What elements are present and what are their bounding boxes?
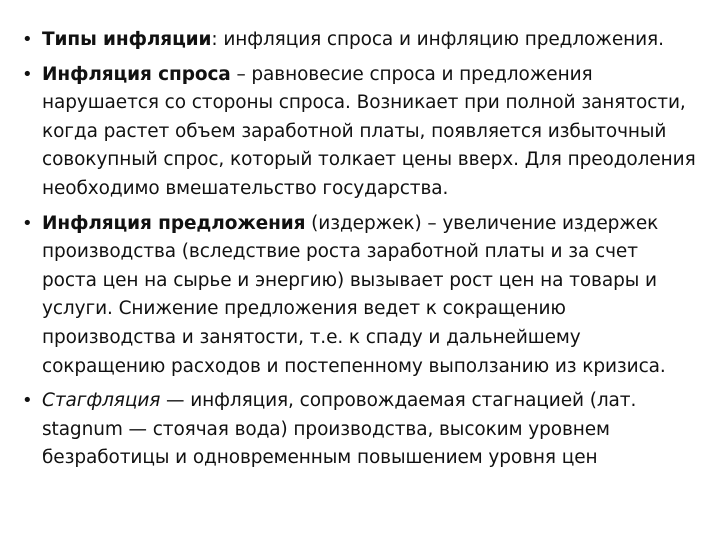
text-demand-inflation: – равновесие спроса и предложения нарушается со стороны спроса. Возникает при полной занятости, когда растет объем заработной платы, появляется избыточный совокупный спрос, который толкает цены вверх. Для преодоления необходимо вмешательство государства. [42,63,696,199]
bullet-dot-icon: • [22,212,33,234]
text-inflation-types: : инфляция спроса и инфляцию предложения. [211,29,664,50]
text-stagflation: — инфляция, сопровождаемая стагнацией (лат. stagnum — стоячая вода) производства, высоким уровнем безработицы и одновременным повышением уровня цен [42,390,637,469]
bullet-dot-icon: • [22,29,33,50]
bullet-item-supply-inflation [22,210,698,382]
term-stagflation: Стагфляция [42,390,161,412]
bullet-dot-icon: • [22,63,33,85]
bullet-item-demand-inflation [22,61,698,204]
bullet-item-inflation-types [22,26,698,55]
term-inflation-types: Типы инфляции [42,29,212,50]
bullet-dot-icon: • [22,390,33,412]
text-supply-inflation: (издержек) – увеличение издержек производства (вследствие роста заработной платы и за счет роста цен на сырье и энергию) вызывает рост цен на товары и услуги. Снижение предложения ведет к сокращению производства и занятости, т.е. к спаду и дальнейшему сокращению расходов и постепенному выползанию из кризиса. [42,212,666,377]
term-supply-inflation: Инфляция предложения [42,212,306,234]
bullet-item-stagflation [22,387,698,473]
bullet-list [22,26,698,473]
term-demand-inflation: Инфляция спроса [42,63,231,85]
